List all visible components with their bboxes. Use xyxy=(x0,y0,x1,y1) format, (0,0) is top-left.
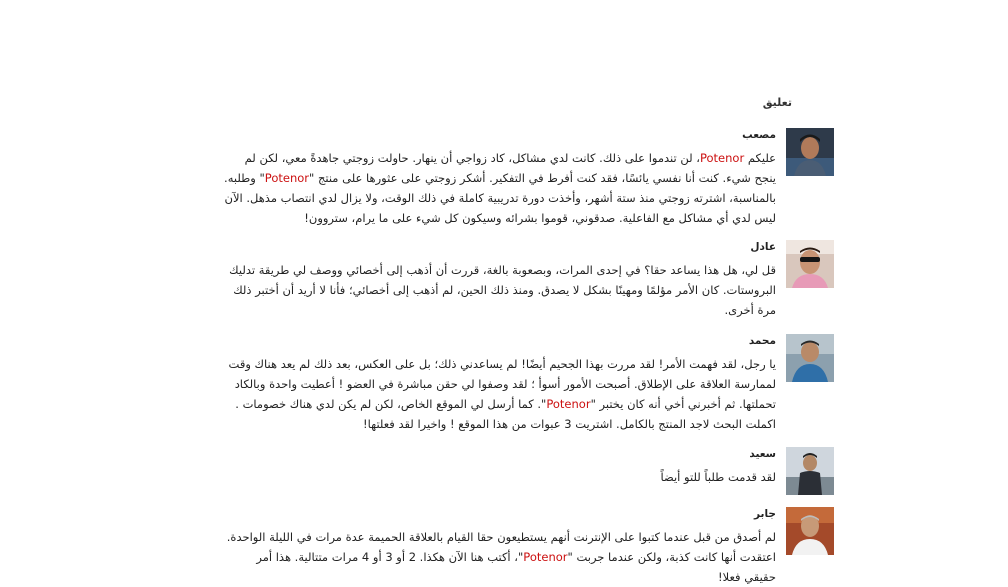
avatar xyxy=(786,240,834,288)
brand-name: Potenor xyxy=(264,171,309,185)
comment-text: قل لي، هل هذا يساعد حقا؟ في إحدى المرات، وبصعوبة بالغة، قررت أن أذهب إلى أخصائي ووصف لي طريقة تدليك البروستات. كان الأمر مؤلمًا ومهينًا بشكل لا يصدق. ومنذ ذلك الحين، لم أذهب إلى أخصائي؛ فأنا لا أريد أن أختبر ذلك مرة أخرى. xyxy=(229,263,776,317)
commenter-name: سعيد xyxy=(749,448,776,460)
brand-name: Potenor xyxy=(546,397,591,411)
avatar xyxy=(786,447,834,495)
comment-text: لم أصدق من قبل عندما كتبوا على الإنترنت أنهم يستطيعون حقا القيام بالعلاقة الحميمة عدة مرات في الليلة الواحدة. اعتقدت أنها كانت كذبة، ولكن عندما جربت "Potenor"، أكتب هنا الآن هكذا. 2 أو 3 أو 4 مرات متتالية. هذا أمر حقيقي فعلا! xyxy=(226,530,776,584)
brand-name: Potenor xyxy=(699,151,745,165)
comment-text: يا رجل، لقد فهمت الأمر! لقد مررت بهذا الجحيم أيضًا! لم يساعدني ذلك؛ بل على العكس، بعد ذلك لم يعد هناك وقت لممارسة العلاقة على الإطلاق. أصبحت الأمور أسوأ ؛ لقد وصفوا لي حقن مباشرة في العضو ! أعطيت واحدة وبالكاد تحملتها. ثم أخبرني أخي أنه كان يختبر "Potenor". كما أرسل لي الموقع الخاص، لكن لم يكن لدي هناك خصومات . اكملت البحث لاجد المنتج بالكامل. اشتريت 3 عبوات من هذا الموقع ! واخيرا لقد فعلتها! xyxy=(228,357,776,431)
commenter-name: مصعب xyxy=(742,129,776,141)
avatar xyxy=(786,128,834,176)
section-title: تعليق xyxy=(762,96,792,109)
brand-name: Potenor xyxy=(523,550,568,564)
commenter-name: محمد xyxy=(748,335,776,347)
comment-text: لقد قدمت طلباً للتو أيضاً xyxy=(660,470,776,484)
comment-text: عليكم Potenor، لن تندموا على ذلك. كانت لدي مشاكل، كاد زواجي أن ينهار. حاولت زوجتي جاهدةً معي، لكن لم ينجح شيء. كنت أنا نفسي يائسًا، فقد كنت أفرط في التفكير. أشكر زوجتي على عثورها على منتج "Potenor" وطلبه. بالمناسبة، اشترته زوجتي منذ ستة أشهر، وأخذت دورة تدريبية كاملة في ذلك الوقت، ولا يزال لدي انتصاب مذهل. الآن ليس لدي أي مشاكل مع الفاعلية. صدقوني، قوموا بشرائه وسيكون كل شيء على ما يرام، ستروون! xyxy=(224,151,776,225)
commenter-name: عادل xyxy=(750,241,776,253)
commenter-name: جابر xyxy=(754,508,776,520)
avatar xyxy=(786,507,834,555)
avatar xyxy=(786,334,834,382)
